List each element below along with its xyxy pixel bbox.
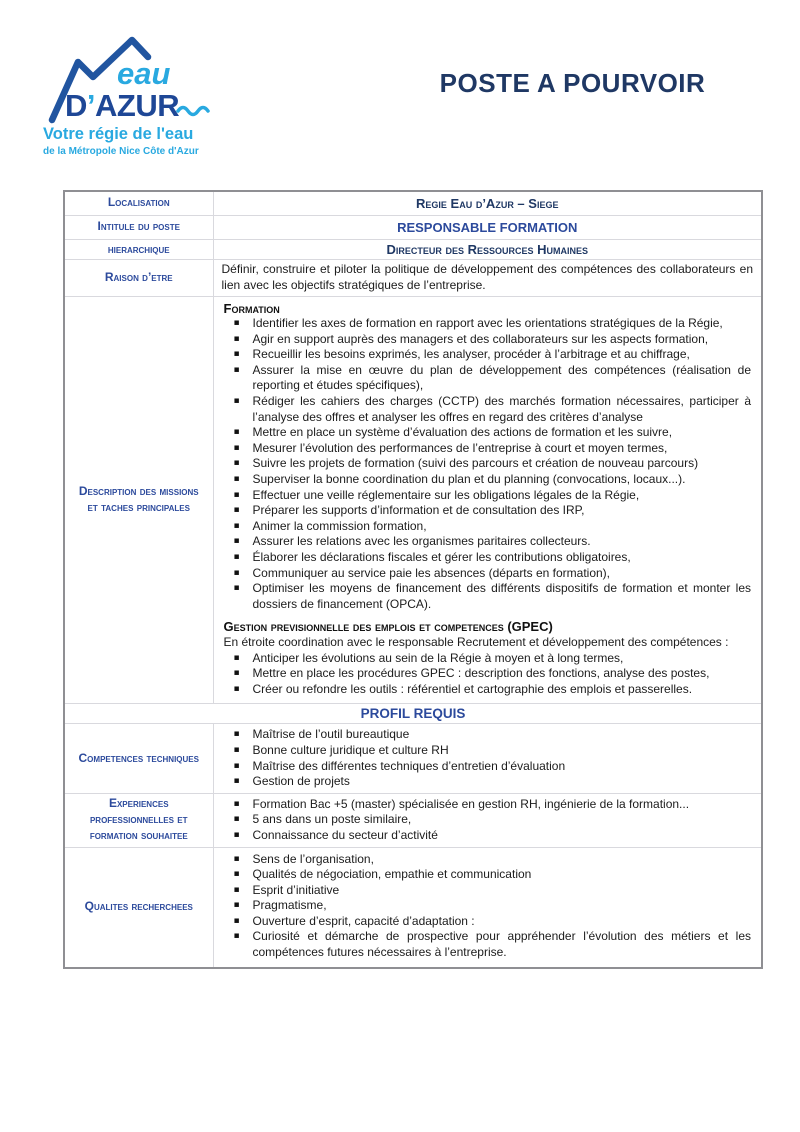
bullet-item: ▪ Superviser la bonne coordination du plan et du planning (convocations, locaux...). [224,472,752,488]
bullet-item: ▪ Rédiger les cahiers des charges (CCTP) des marchés formation nécessaires, participer à l’analyse des offres et analyser les offres en regard des critères d’analyse [224,394,752,425]
bullet-item: ▪ Mettre en place les procédures GPEC : description des fonctions, analyse des postes, [224,666,752,682]
qualites-bullet-list [224,852,752,961]
row-localisation [64,191,762,215]
localisation-label: Localisation [64,191,213,215]
competences-label: Competences techniques [64,724,213,793]
row-hierarchique [64,239,762,260]
bullet-item: ▪ Qualités de négociation, empathie et communication [224,867,752,883]
bullet-item: ▪ Bonne culture juridique et culture RH [224,743,752,759]
bullet-item: ▪ Communiquer au service paie les absences (départs en formation), [224,566,752,582]
formation-heading: Formation [223,300,280,316]
logo-eau-text: eau [117,56,171,91]
description-label: Description des missions et taches principales [64,296,213,704]
bullet-item: ▪ Agir en support auprès des managers et des collaborateurs sur les aspects formation, [224,332,752,348]
bullet-item: ▪ Maîtrise de l’outil bureautique [224,727,752,743]
gpec-bullet-list [224,651,752,698]
logo-tagline1: Votre régie de l'eau [43,125,194,143]
bullet-item: ▪ Optimiser les moyens de financement des différents dispositifs de formation et monter les dossiers de financement (OPCA). [224,581,752,612]
qualites-label: Qualites recherchees [64,847,213,968]
job-posting-table [63,190,763,969]
eau-dazur-logo [40,36,245,160]
formation-bullet-list [224,316,752,612]
bullet-item: ▪ Suivre les projets de formation (suivi des parcours et création de nouveau parcours) [224,456,752,472]
bullet-item: ▪ Effectuer une veille réglementaire sur les obligations légales de la Régie, [224,488,752,504]
bullet-item: ▪ Animer la commission formation, [224,519,752,535]
wave-icon [178,108,208,115]
bullet-item: ▪ Ouverture d’esprit, capacité d’adaptation : [224,914,752,930]
logo-tagline2: de la Métropole Nice Côte d'Azur [43,146,199,157]
bullet-item: ▪ Pragmatisme, [224,898,752,914]
competences-bullet-list [224,727,752,789]
bullet-item: ▪ Esprit d’initiative [224,883,752,899]
bullet-item: ▪ 5 ans dans un poste similaire, [224,812,752,828]
competences-content [213,724,762,793]
experiences-label: Experiences professionnelles et formation souhaitee [64,793,213,847]
intitule-label: Intitule du poste [64,215,213,239]
logo-graphic [40,36,245,160]
bullet-item: ▪ Sens de l’organisation, [224,852,752,868]
row-competences [64,724,762,793]
row-qualites [64,847,762,968]
bullet-item: ▪ Mettre en place un système d’évaluation des actions de formation et les suivre, [224,425,752,441]
row-profil-requis [64,704,762,724]
profil-requis-heading: PROFIL REQUIS [64,704,762,724]
bullet-item: ▪ Identifier les axes de formation en rapport avec les orientations stratégiques de la Régie, [224,316,752,332]
bullet-item: ▪ Recueillir les besoins exprimés, les analyser, procéder à l’arbitrage et au chiffrage, [224,347,752,363]
localisation-value: Regie Eau d’Azur – Siege [213,191,762,215]
bullet-item: ▪ Anticiper les évolutions au sein de la Régie à moyen et à long termes, [224,651,752,667]
gpec-section [224,619,752,697]
description-content [213,296,762,704]
row-experiences [64,793,762,847]
bullet-item: ▪ Assurer les relations avec les organismes paritaires collecteurs. [224,534,752,550]
raison-label: Raison d’etre [64,260,213,296]
bullet-item: ▪ Gestion de projets [224,774,752,790]
bullet-item: ▪ Créer ou refondre les outils : référentiel et cartographie des emplois et passerelles. [224,682,752,698]
logo-dazur-text: D’AZUR [65,88,180,123]
bullet-item: ▪ Mesurer l’évolution des performances de l’entreprise à court et moyen termes, [224,441,752,457]
bullet-item: ▪ Connaissance du secteur d’activité [224,828,752,844]
row-raison [64,260,762,296]
bullet-item: ▪ Maîtrise des différentes techniques d’entretien d’évaluation [224,759,752,775]
bullet-item: ▪ Curiosité et démarche de prospective pour appréhender l’évolution des métiers et les compétences futures nécessaires à l’entreprise. [224,929,752,960]
gpec-intro: En étroite coordination avec le responsable Recrutement et développement des compétences : [223,634,729,649]
gpec-heading: Gestion previsionnelle des emplois et competences (GPEC) [223,619,553,635]
hierarchique-label: hierarchique [64,239,213,260]
page-title: POSTE A POURVOIR [439,68,706,98]
row-intitule [64,215,762,239]
experiences-content [213,793,762,847]
raison-value: Définir, construire et piloter la politique de développement des compétences des collaborateurs en lien avec les objectifs stratégiques de l’entreprise. [213,260,762,296]
bullet-item: ▪ Formation Bac +5 (master) spécialisée en gestion RH, ingénierie de la formation... [224,797,752,813]
qualites-content [213,847,762,968]
intitule-value: RESPONSABLE FORMATION [213,215,762,239]
row-description [64,296,762,704]
bullet-item: ▪ Préparer les supports d’information et de consultation des IRP, [224,503,752,519]
water-drop-icon: ’ [86,88,96,123]
bullet-item: ▪ Élaborer les déclarations fiscales et gérer les contributions obligatoires, [224,550,752,566]
bullet-item: ▪ Assurer la mise en œuvre du plan de développement des compétences (réalisation de reporting et études spécifiques), [224,363,752,394]
experiences-bullet-list [224,797,752,844]
hierarchique-value: Directeur des Ressources Humaines [213,239,762,260]
